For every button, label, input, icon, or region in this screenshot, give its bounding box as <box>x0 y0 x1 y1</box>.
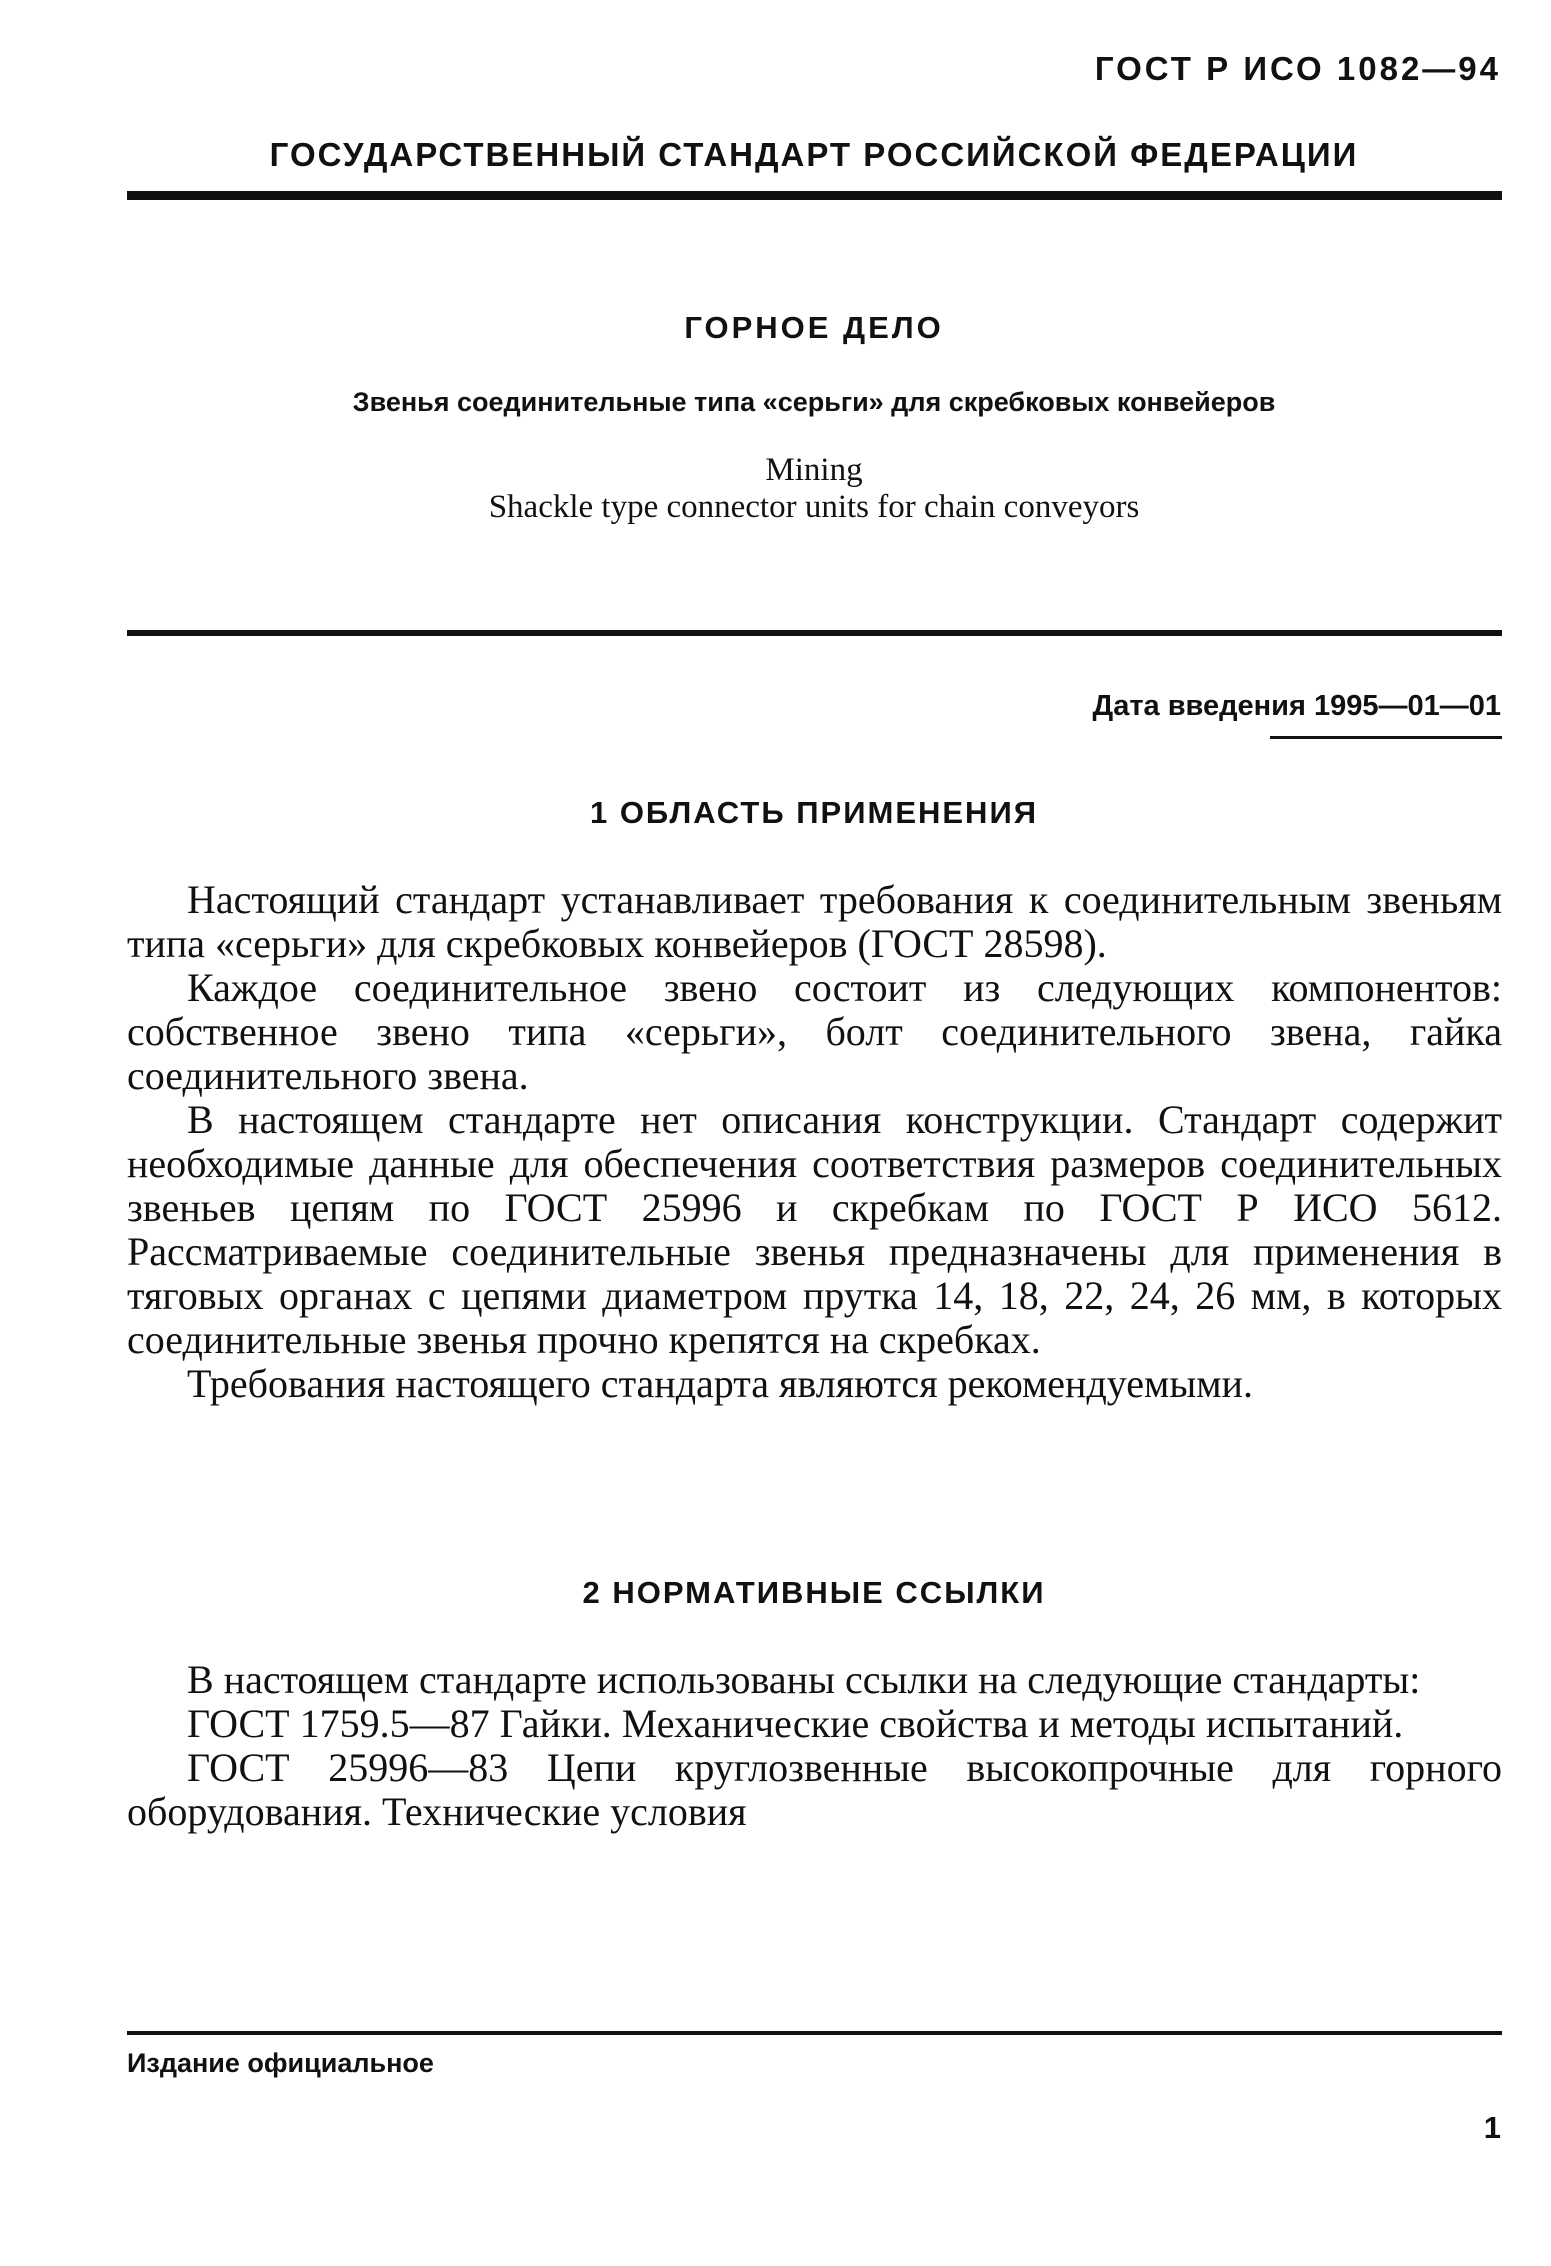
paragraph: Каждое соединительное звено состоит из следующих компонентов: собственное звено типа «серьги», болт соединительного звена, гайка соединительного звена. <box>127 965 1502 1098</box>
section-heading-references: 2 НОРМАТИВНЫЕ ССЫЛКИ <box>582 1575 1046 1610</box>
paragraph: В настоящем стандарте нет описания конструкции. Стандарт содержит необходимые данные для обеспечения соответствия размеров соединительных звеньев цепям по ГОСТ 25996 и скребкам по ГОСТ Р ИСО 5612. Рассматриваемые соединительные звенья предназначены для применения в тяговых органах с цепями диаметром прутка 14, 18, 22, 24, 26 мм, в которых соединительные звенья прочно крепятся на скребках. <box>127 1097 1502 1362</box>
edition-note: Издание официальное <box>127 2048 434 2078</box>
section-body-references <box>127 1658 1502 1834</box>
section-heading-scope: 1 ОБЛАСТЬ ПРИМЕНЕНИЯ <box>589 795 1039 830</box>
title-block-rule <box>127 630 1502 636</box>
section-body-scope <box>127 878 1502 1406</box>
header-rule <box>127 191 1502 200</box>
standard-code: ГОСТ Р ИСО 1082—94 <box>1094 50 1501 87</box>
document-subtitle-ru: Звенья соединительные типа «серьги» для скребковых конвейеров <box>352 387 1276 417</box>
document-topic-en: Mining <box>765 452 863 488</box>
introduction-date-underline <box>1270 736 1502 739</box>
paragraph: Настоящий стандарт устанавливает требования к соединительным звеньям типа «серьги» для скребковых конвейеров (ГОСТ 28598). <box>127 877 1502 966</box>
paragraph: В настоящем стандарте использованы ссылки на следующие стандарты: <box>187 1657 1421 1702</box>
page-number: 1 <box>1483 2110 1501 2145</box>
footer-rule <box>127 2031 1502 2035</box>
document-topic-ru: ГОРНОЕ ДЕЛО <box>684 310 944 345</box>
document-subtitle-en: Shackle type connector units for chain conveyors <box>488 489 1140 525</box>
reference-item: ГОСТ 1759.5—87 Гайки. Механические свойства и методы испытаний. <box>187 1701 1404 1746</box>
introduction-date: Дата введения 1995—01—01 <box>1092 690 1501 722</box>
standard-header-title: ГОСУДАРСТВЕННЫЙ СТАНДАРТ РОССИЙСКОЙ ФЕДЕРАЦИИ <box>269 136 1359 173</box>
reference-item: ГОСТ 25996—83 Цепи круглозвенные высокопрочные для горного оборудования. Технические условия <box>127 1745 1502 1834</box>
paragraph: Требования настоящего стандарта являются рекомендуемыми. <box>187 1361 1253 1406</box>
